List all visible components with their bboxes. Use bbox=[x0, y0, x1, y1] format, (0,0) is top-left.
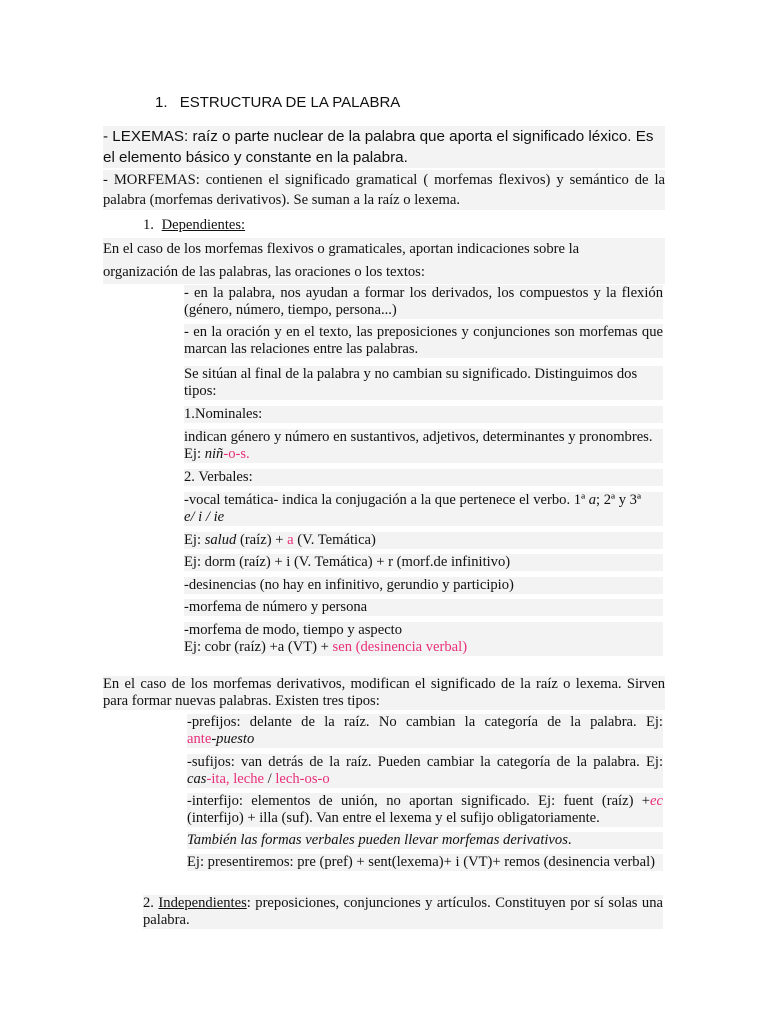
interfijo-text: -interfijo: elementos de unión, no aportan significado. Ej: fuent (raíz) + bbox=[187, 793, 651, 809]
example-dorm: Ej: dorm (raíz) + i (V. Temática) + r (morf.de infinitivo) bbox=[184, 554, 663, 571]
example-s: -s. bbox=[235, 446, 250, 462]
lexemas-line-2: el elemento básico y constante en la palabra. bbox=[103, 149, 408, 166]
flex-item-situan: Se sitúan al final de la palabra y no cambian su significado. Distinguimos dos tipos: bbox=[184, 366, 663, 400]
verbales-heading: 2. Verbales: bbox=[184, 469, 663, 486]
sufijos-line-1: -sufijos: van detrás de la raíz. Pueden cambiar la categoría de la palabra. Ej: bbox=[187, 754, 663, 770]
example-salud bbox=[184, 532, 663, 549]
lexemas-line-1: - LEXEMAS: raíz o parte nuclear de la palabra que aporta el significado léxico. Es bbox=[103, 128, 654, 145]
dependientes-heading bbox=[143, 217, 245, 234]
cobr-text: Ej: cobr (raíz) +a (VT) + bbox=[184, 639, 333, 655]
cobr-desinencia: sen (desinencia verbal) bbox=[332, 639, 468, 655]
salud-prefix: Ej: bbox=[184, 532, 205, 548]
heading-title: ESTRUCTURA DE LA PALABRA bbox=[179, 94, 401, 111]
presentiremos-item: Ej: presentiremos: pre (pref) + sent(lexema)+ i (VT)+ remos (desinencia verbal) bbox=[187, 854, 663, 871]
sufijo-ita: -ita, leche bbox=[206, 771, 264, 787]
salud-italic: salud bbox=[204, 532, 237, 548]
sufijo-lechoso: lech-os-o bbox=[275, 771, 330, 787]
interfijo-item bbox=[187, 793, 663, 827]
modo-item bbox=[184, 622, 663, 656]
salud-mid: (raíz) + bbox=[236, 532, 288, 548]
prefijo-puesto: -puesto bbox=[211, 731, 255, 747]
example-o: -o bbox=[223, 446, 236, 462]
modo-line: -morfema de modo, tiempo y aspecto bbox=[184, 622, 403, 638]
dependientes-number: 1. bbox=[143, 217, 154, 233]
sufijos-line-2 bbox=[187, 771, 663, 788]
salud-end: (V. Temática) bbox=[293, 532, 376, 548]
heading-number: 1. bbox=[155, 94, 168, 111]
prefijos-line-1: -prefijos: delante de la raíz. No cambian la categoría de la palabra. Ej: bbox=[187, 714, 663, 730]
dependientes-label: Dependientes: bbox=[161, 217, 246, 233]
tambien-dot: . bbox=[567, 832, 572, 848]
vocal-a-italic: a bbox=[588, 492, 597, 508]
flexivos-intro-line-1: En el caso de los morfemas flexivos o gramaticales, aportan indicaciones sobre la bbox=[103, 241, 580, 257]
section-heading bbox=[155, 94, 400, 112]
independientes-label: Independientes bbox=[158, 895, 247, 911]
vocal-text-b: ; 2ª y 3ª bbox=[596, 492, 641, 508]
flexivos-intro bbox=[103, 238, 665, 284]
vocal-tematica bbox=[184, 492, 663, 526]
interfijo-line-2: (interfijo) + illa (suf). Van entre el lexema y el sufijo obligatoriamente. bbox=[187, 810, 600, 826]
vocal-tematica-line-1 bbox=[184, 492, 663, 509]
numero-persona-item: -morfema de número y persona bbox=[184, 599, 663, 616]
example-nin: niñ bbox=[204, 446, 224, 462]
nominales-heading: 1.Nominales: bbox=[184, 406, 663, 423]
independientes-text: : preposiciones, conjunciones y artículos. Constituyen por sí solas una palabra. bbox=[143, 895, 664, 928]
salud-vowel: a bbox=[287, 532, 294, 548]
nominales-desc-text: indican género y número en sustantivos, adjetivos, determinantes y pronombres. Ej: bbox=[184, 429, 653, 462]
vocal-text-a: -vocal temática- indica la conjugación a la que pertenece el verbo. 1ª bbox=[184, 492, 589, 508]
tambien-item bbox=[187, 832, 663, 849]
nominales-description bbox=[184, 429, 663, 463]
flex-item-oracion: - en la oración y en el texto, las preposiciones y conjunciones son morfemas que marcan las relaciones entre las palabras. bbox=[184, 324, 663, 357]
sufijos-item bbox=[187, 754, 663, 788]
independientes-number: 2. bbox=[143, 895, 154, 911]
prefijos-line-2 bbox=[187, 731, 663, 748]
lexemas-paragraph bbox=[103, 126, 665, 168]
tambien-italic: También las formas verbales pueden llevar morfemas derivativos bbox=[187, 832, 568, 848]
flexivos-intro-line-2: organización de las palabras, las oraciones o los textos: bbox=[103, 264, 425, 280]
independientes-paragraph bbox=[143, 895, 663, 929]
sufijo-slash: / bbox=[264, 771, 276, 787]
interfijo-ec: ec bbox=[650, 793, 663, 809]
vocal-e-i-ie: e/ i / ie bbox=[184, 509, 225, 525]
sufijo-cas: cas bbox=[187, 771, 207, 787]
flex-item-palabra: - en la palabra, nos ayudan a formar los derivados, los compuestos y la flexión (género, número, tiempo, persona...) bbox=[184, 285, 663, 318]
vocal-tematica-line-2 bbox=[184, 509, 663, 526]
morfemas-paragraph: - MORFEMAS: contienen el significado gramatical ( morfemas flexivos) y semántico de la palabra (morfemas derivativos). Se suman a la raíz o lexema. bbox=[103, 172, 665, 208]
derivativos-intro: En el caso de los morfemas derivativos, modifican el significado de la raíz o lexema. Sirven para formar nuevas palabras. Existen tres tipos: bbox=[103, 676, 665, 709]
prefijos-item bbox=[187, 714, 663, 748]
cobr-line bbox=[184, 639, 663, 656]
interfijo-line-1 bbox=[187, 793, 663, 810]
desinencias-item: -desinencias (no hay en infinitivo, gerundio y participio) bbox=[184, 577, 663, 594]
prefijo-ante: ante bbox=[187, 731, 212, 747]
